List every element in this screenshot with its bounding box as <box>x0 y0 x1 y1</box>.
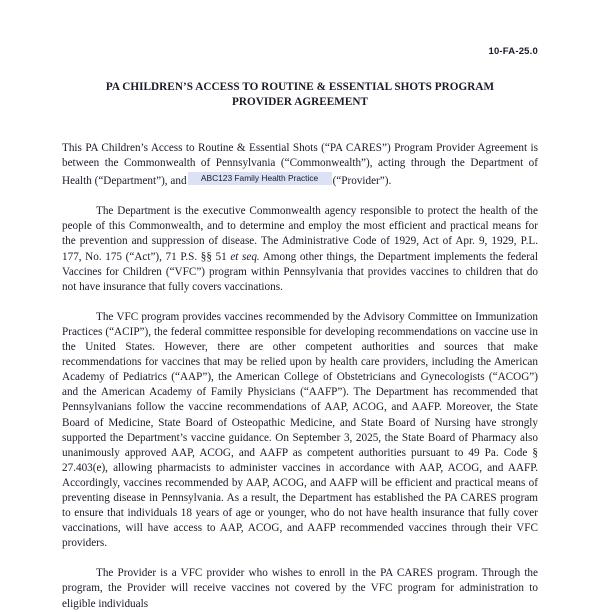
paragraph-department-part-1: The Department is the executive Commonwealth agency responsible to protect the health of the people of this Commonwealth, and to determine and employ the most efficient and practical means for the prevention and suppression of disease. The Administrative Code of 1929, Act of Apr. 9, 1929, P.L. 177, No. 175 (“Act”), 71 P.S. §§ 51 <box>62 205 538 263</box>
paragraph-intro <box>62 141 538 189</box>
provider-name-field[interactable]: ABC123 Family Health Practice <box>188 172 332 185</box>
paragraph-intro-text-after-field: (“Provider”). <box>332 175 392 188</box>
document-body <box>62 80 538 612</box>
legal-citation-et-seq: et seq. <box>230 250 260 263</box>
paragraph-department <box>62 204 538 295</box>
form-number-header: 10-FA-25.0 <box>488 46 538 57</box>
page-title-line-1: PA CHILDREN’S ACCESS TO ROUTINE & ESSENTIAL SHOTS PROGRAM <box>105 81 495 93</box>
paragraph-department-part-2: Among other things, the Department implements the federal Vaccines for Children (“VFC”) program within Pennsylvania that provides vaccines to children that do not have insurance that fully covers vaccinations. <box>62 250 538 293</box>
page-title-line-2: PROVIDER AGREEMENT <box>231 96 369 108</box>
paragraph-provider: The Provider is a VFC provider who wishes to enroll in the PA CARES program. Through the program, the Provider will receive vaccines not covered by the VFC program for administration to eligible individuals <box>62 567 538 610</box>
paragraph-intro-text-before-field: This PA Children’s Access to Routine & Essential Shots (“PA CARES”) Program Provider Agreement is between the Commonwealth of Pennsylvania (“Commonwealth”), acting through the Department of Health (“Department”), and <box>62 142 538 188</box>
page-title <box>62 80 538 110</box>
paragraph-vfc-program: The VFC program provides vaccines recommended by the Advisory Committee on Immunization Practices (“ACIP”), the federal committee responsible for developing recommendations on vaccine use in the United States. However, there are other competent authorities and sources that make recommendations for vaccines that may be relied upon by health care providers, including the American Academy of Pediatrics (“AAP”), the American College of Obstetricians and Gynecologists (“ACOG”) and the American Academy of Family Physicians (“AAFP”). The Department has recommended that Pennsylvanians follow the vaccine recommendations of AAP, ACOG, and AAFP. Moreover, the State Board of Medicine, State Board of Osteopathic Medicine, and State Board of Nursing have strongly supported the Department’s vaccine guidance. On September 3, 2025, the State Board of Pharmacy also unanimously approved AAP, ACOG, and AAFP as competent authorities pursuant to 49 Pa. Code § 27.403(e), allowing pharmacists to administer vaccines in accordance with AAP, ACOG, and AAFP. Accordingly, vaccines recommended by AAP, ACOG, and AAFP will be efficient and practical means of preventing disease in Pennsylvania. As a result, the Department has established the PA CARES program to ensure that individuals 18 years of age or younger, who do not have health insurance that fully cover vaccinations, will have access to AAP, ACOG, and AAFP recommended vaccines through their VFC providers. <box>62 310 538 550</box>
